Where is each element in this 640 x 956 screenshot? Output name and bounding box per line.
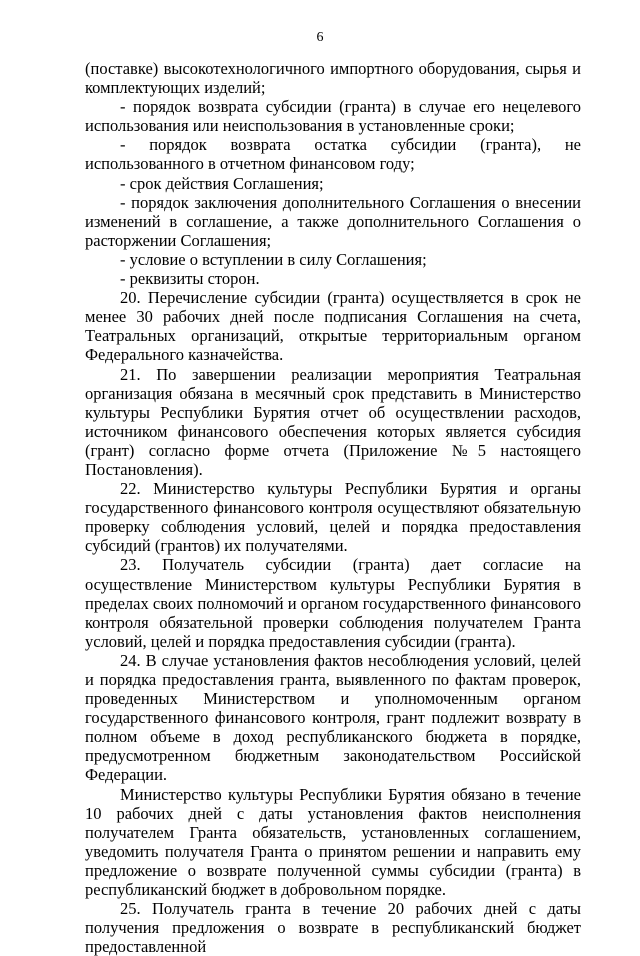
clause-21: 21. По завершении реализации мероприятия Театральная организация обязана в месячный срок представить в Министерство культуры Республики Бурятия отчет об осуществлении расходов, источником финансового обеспечения которых является субсидия (грант) согласно форме отчета (Приложение №5 настоящего Постановления). [85, 364, 581, 479]
list-item-refund-misuse: - порядок возврата субсидии (гранта) в случае его нецелевого использования или неиспользования в установленные сроки; [85, 97, 581, 136]
page-number: 6 [316, 30, 324, 45]
paragraph-continuation: (поставке) высокотехнологичного импортного оборудования, сырья и комплектующих изделий; [85, 59, 581, 98]
document-body [85, 59, 581, 956]
list-item-refund-remainder: - порядок возврата остатка субсидии (гранта), не использованного в отчетном финансовом году; [85, 135, 581, 174]
clause-22: 22. Министерство культуры Республики Бурятия и органы государственного финансового контроля осуществляют обязательную проверку соблюдения условий, целей и порядка предоставления субсидий (грантов) их получателями. [85, 479, 581, 556]
list-item-agreement-term: - срок действия Соглашения; [120, 173, 324, 193]
clause-24: 24. В случае установления фактов несоблюдения условий, целей и порядка предоставления гранта, выявленного по фактам проверок, проведенных Министерством и уполномоченным органом государственного финансового контроля, грант подлежит возврату в полном объеме в доход республиканского бюджета в порядке, предусмотренном бюджетным законодательством Российской Федерации. [85, 650, 581, 785]
clause-23: 23. Получатель субсидии (гранта) дает согласие на осуществление Министерством культуры Республики Бурятия в пределах своих полномочий и органом государственного финансового контроля обязательной проверки соблюдения получателем Гранта условий, целей и порядка предоставления субсидии (гранта). [85, 555, 581, 651]
clause-25: 25. Получатель гранта в течение 20 рабочих дней с даты получения предложения о возврате в республиканский бюджет предоставленной [85, 899, 581, 956]
list-item-entry-into-force: - условие о вступлении в силу Соглашения; [120, 249, 427, 269]
list-item-party-details: - реквизиты сторон. [120, 269, 260, 289]
list-item-additional-agreement: - порядок заключения дополнительного Соглашения о внесении изменений в соглашение, а также дополнительного Соглашения о расторжении Соглашения; [85, 192, 581, 250]
clause-24-notice: Министерство культуры Республики Бурятия обязано в течение 10 рабочих дней с даты установления фактов неисполнения получателем Гранта обязательств, установленных соглашением, уведомить получателя Гранта о принятом решении и направить ему предложение о возврате полученной суммы субсидии (гранта) в республиканский бюджет в добровольном порядке. [85, 784, 581, 900]
clause-20: 20. Перечисление субсидии (гранта) осуществляется в срок не менее 30 рабочих дней после подписания Соглашения на счета, Театральных организаций, открытые территориальным органом Федерального казначейства. [85, 288, 581, 365]
